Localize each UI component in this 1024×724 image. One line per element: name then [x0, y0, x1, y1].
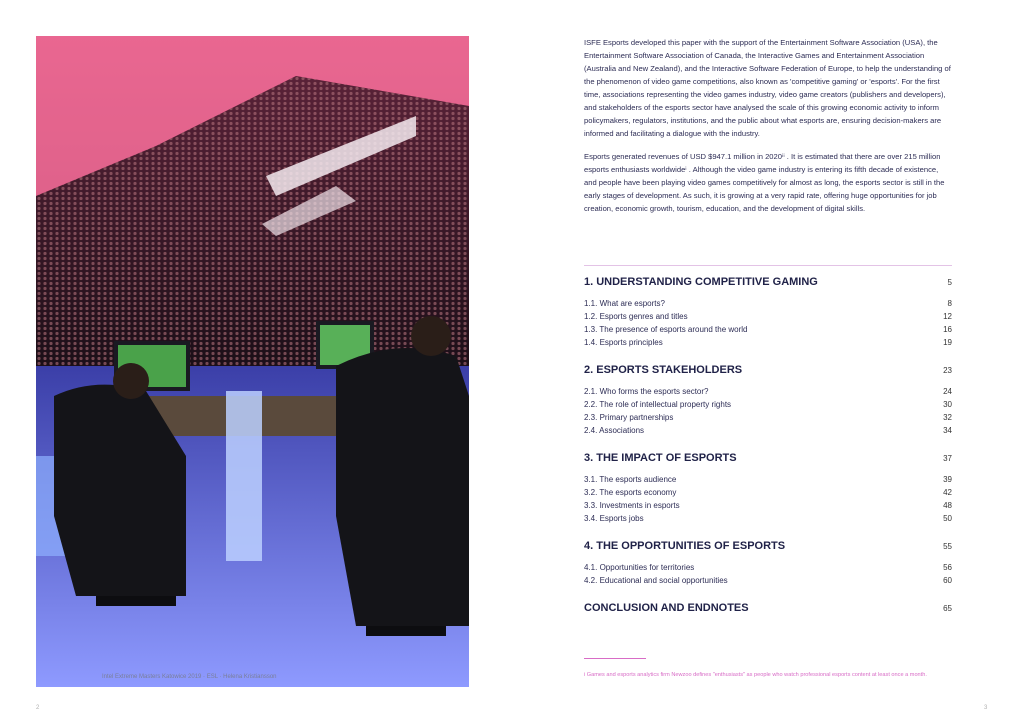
toc-item[interactable] — [584, 413, 952, 426]
toc-heading-title: 1. UNDERSTANDING COMPETITIVE GAMING — [584, 276, 818, 288]
toc-heading[interactable] — [584, 276, 952, 294]
toc-heading[interactable] — [584, 452, 952, 470]
toc-heading-title: 2. ESPORTS STAKEHOLDERS — [584, 364, 743, 376]
esports-arena-photo — [36, 36, 469, 687]
toc-item-page: 34 — [943, 426, 952, 435]
toc-item-label: 3.4. Esports jobs — [584, 514, 644, 523]
toc-heading[interactable] — [584, 364, 952, 382]
toc-item[interactable] — [584, 299, 952, 312]
toc-item-label: 3.3. Investments in esports — [584, 501, 680, 510]
toc-item[interactable] — [584, 426, 952, 439]
toc-item[interactable] — [584, 400, 952, 413]
toc-item[interactable] — [584, 563, 952, 576]
toc-item-label: 1.1. What are esports? — [584, 299, 665, 308]
toc-heading-page: 37 — [943, 454, 952, 463]
intro-text — [584, 36, 952, 225]
photo-credit: Intel Extreme Masters Katowice 2019 · ESL · Helena Kristiansson — [102, 674, 277, 680]
toc-item[interactable] — [584, 576, 952, 589]
toc-item-label: 2.2. The role of intellectual property rights — [584, 400, 732, 409]
toc-section-1 — [584, 276, 952, 351]
toc-section-5 — [584, 602, 952, 620]
toc-section-2 — [584, 364, 952, 439]
toc-item[interactable] — [584, 338, 952, 351]
toc-heading-page: 23 — [943, 366, 952, 375]
toc-item-page: 30 — [943, 400, 952, 409]
toc-item-label: 3.1. The esports audience — [584, 475, 677, 484]
footnote: i Games and esports analytics firm Newzoo defines "enthusiasts" as people who watch professional esports content at least once a month. — [584, 672, 927, 678]
arena-illustration — [36, 36, 469, 687]
toc-item-page: 12 — [943, 312, 952, 321]
toc-section-3 — [584, 452, 952, 527]
toc-item-page: 24 — [943, 387, 952, 396]
footnote-rule — [584, 658, 646, 659]
toc-item-label: 1.4. Esports principles — [584, 338, 663, 347]
toc-heading[interactable] — [584, 540, 952, 558]
toc-item-page: 50 — [943, 514, 952, 523]
toc-heading[interactable] — [584, 602, 952, 620]
table-of-contents — [584, 276, 952, 633]
intro-paragraph-2: Esports generated revenues of USD $947.1 million in 2020ⁱⁱ . It is estimated that there are over 215 million esports enthusiasts worldwideⁱ . Although the video game industry is entering its fifth decade of existence, and people have been playing video games competitively for almost as long, the esports sector is still in the early stages of development. As such, it is growing at a very rapid rate, offering huge opportunities for job creation, economic growth, tourism, education, and the development of digital skills. — [584, 152, 945, 213]
toc-heading-page: 5 — [947, 278, 952, 287]
toc-heading-page: 65 — [943, 604, 952, 613]
toc-item-label: 2.4. Associations — [584, 426, 645, 435]
toc-item-page: 39 — [943, 475, 952, 484]
toc-item[interactable] — [584, 325, 952, 338]
toc-item[interactable] — [584, 312, 952, 325]
toc-item-page: 56 — [943, 563, 952, 572]
toc-item-page: 19 — [943, 338, 952, 347]
toc-item[interactable] — [584, 514, 952, 527]
toc-heading-title: 4. THE OPPORTUNITIES OF ESPORTS — [584, 540, 786, 552]
toc-heading-title: CONCLUSION AND ENDNOTES — [584, 602, 749, 614]
toc-item[interactable] — [584, 501, 952, 514]
toc-item-label: 1.2. Esports genres and titles — [584, 312, 688, 321]
toc-item-page: 60 — [943, 576, 952, 585]
toc-section-4 — [584, 540, 952, 589]
toc-item[interactable] — [584, 488, 952, 501]
toc-item-page: 42 — [943, 488, 952, 497]
toc-item-label: 2.1. Who forms the esports sector? — [584, 387, 709, 396]
toc-item-page: 8 — [947, 299, 952, 308]
page-number-right: 3 — [984, 705, 988, 711]
toc-item-page: 16 — [943, 325, 952, 334]
toc-item-label: 2.3. Primary partnerships — [584, 413, 674, 422]
page-number-left: 2 — [36, 705, 40, 711]
toc-item-label: 4.2. Educational and social opportunities — [584, 576, 728, 585]
section-divider — [584, 265, 952, 266]
toc-item-page: 32 — [943, 413, 952, 422]
toc-item-label: 1.3. The presence of esports around the world — [584, 325, 748, 334]
toc-item-page: 48 — [943, 501, 952, 510]
toc-heading-title: 3. THE IMPACT OF ESPORTS — [584, 452, 737, 464]
toc-item[interactable] — [584, 475, 952, 488]
toc-item-label: 3.2. The esports economy — [584, 488, 677, 497]
intro-paragraph-1: ISFE Esports developed this paper with the support of the Entertainment Software Association (USA), the Entertainment Software Association of Canada, the Interactive Games and Entertainment Association (Australia and New Zealand), and the Interactive Software Federation of Europe, to help the understanding of the phenomenon of video game competitions, also known as 'competitive gaming' or 'esports'. For the first time, associations representing the video games industry, video game creators (publishers and developers), and stakeholders of the esports sector have analysed the scale of this growing economic activity to inform policymakers, regulators, institutions, and the public about what esports are, ensuring decision-makers are informed and facilitating a dialogue with the industry. — [584, 38, 951, 138]
toc-item[interactable] — [584, 387, 952, 400]
toc-item-label: 4.1. Opportunities for territories — [584, 563, 695, 572]
toc-heading-page: 55 — [943, 542, 952, 551]
